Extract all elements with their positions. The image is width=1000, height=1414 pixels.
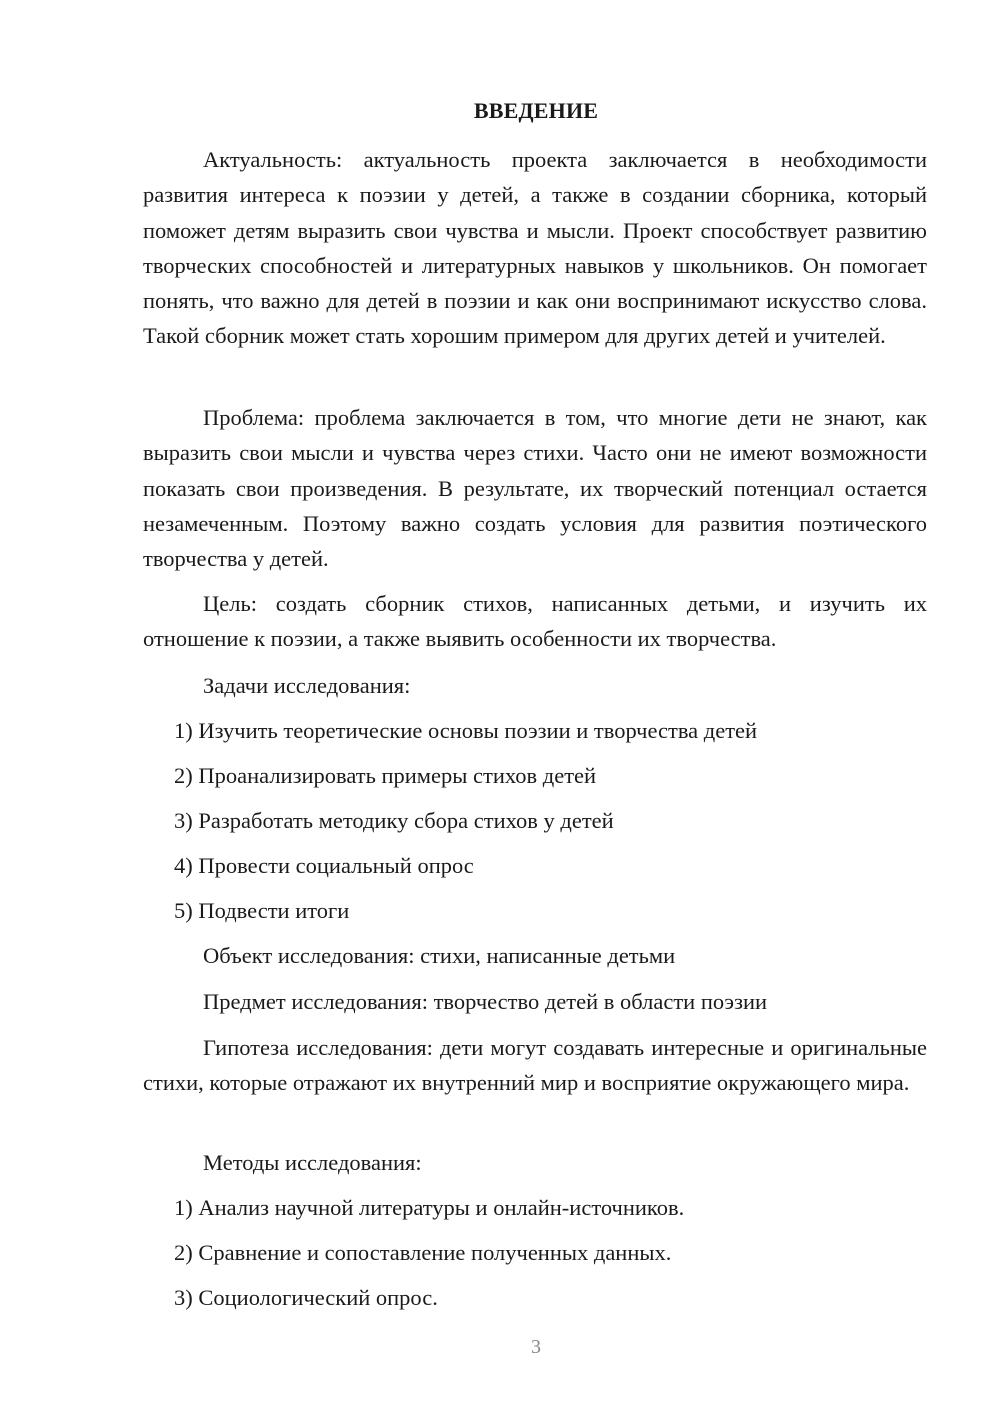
- task-item: 4) Провести социальный опрос: [174, 853, 474, 878]
- task-item: 1) Изучить теоретические основы поэзии и творчества детей: [174, 718, 758, 743]
- paragraph-problem: Проблема: проблема заключается в том, что многие дети не знают, как выразить свои мысли и чувства через стихи. Часто они не имеют возможности показать свои произведения. В результате, их творческий потенциал остается незамеченным. Поэтому важно создать условия для развития поэтического творчества у детей.: [143, 405, 927, 572]
- research-object: Объект исследования: стихи, написанные детьми: [203, 943, 676, 968]
- paragraph-hypothesis: Гипотеза исследования: дети могут создавать интересные и оригинальные стихи, которые отражают их внутренний мир и восприятие окружающего мира.: [143, 1035, 927, 1096]
- page-number: 3: [531, 1336, 541, 1358]
- paragraph-goal: Цель: создать сборник стихов, написанных детьми, и изучить их отношение к поэзии, а также выявить особенности их творчества.: [143, 591, 927, 652]
- research-subject: Предмет исследования: творчество детей в области поэзии: [203, 989, 768, 1014]
- paragraph-relevance: Актуальность: актуальность проекта заключается в необходимости развития интереса к поэзии у детей, а также в создании сборника, который поможет детям выразить свои чувства и мысли. Проект способствует развитию творческих способностей и литературных навыков у школьников. Он помогает понять, что важно для детей в поэзии и как они воспринимают искусство слова. Такой сборник может стать хорошим примером для других детей и учителей.: [143, 147, 927, 349]
- method-item: 3) Социологический опрос.: [174, 1285, 438, 1310]
- methods-heading: Методы исследования:: [203, 1150, 422, 1175]
- method-item: 2) Сравнение и сопоставление полученных данных.: [174, 1240, 672, 1265]
- task-item: 5) Подвести итоги: [174, 898, 350, 923]
- page-title: ВВЕДЕНИЕ: [473, 98, 599, 123]
- task-item: 3) Разработать методику сбора стихов у детей: [174, 808, 614, 833]
- tasks-heading: Задачи исследования:: [203, 673, 411, 698]
- method-item: 1) Анализ научной литературы и онлайн-источников.: [174, 1195, 685, 1220]
- task-item: 2) Проанализировать примеры стихов детей: [174, 763, 597, 788]
